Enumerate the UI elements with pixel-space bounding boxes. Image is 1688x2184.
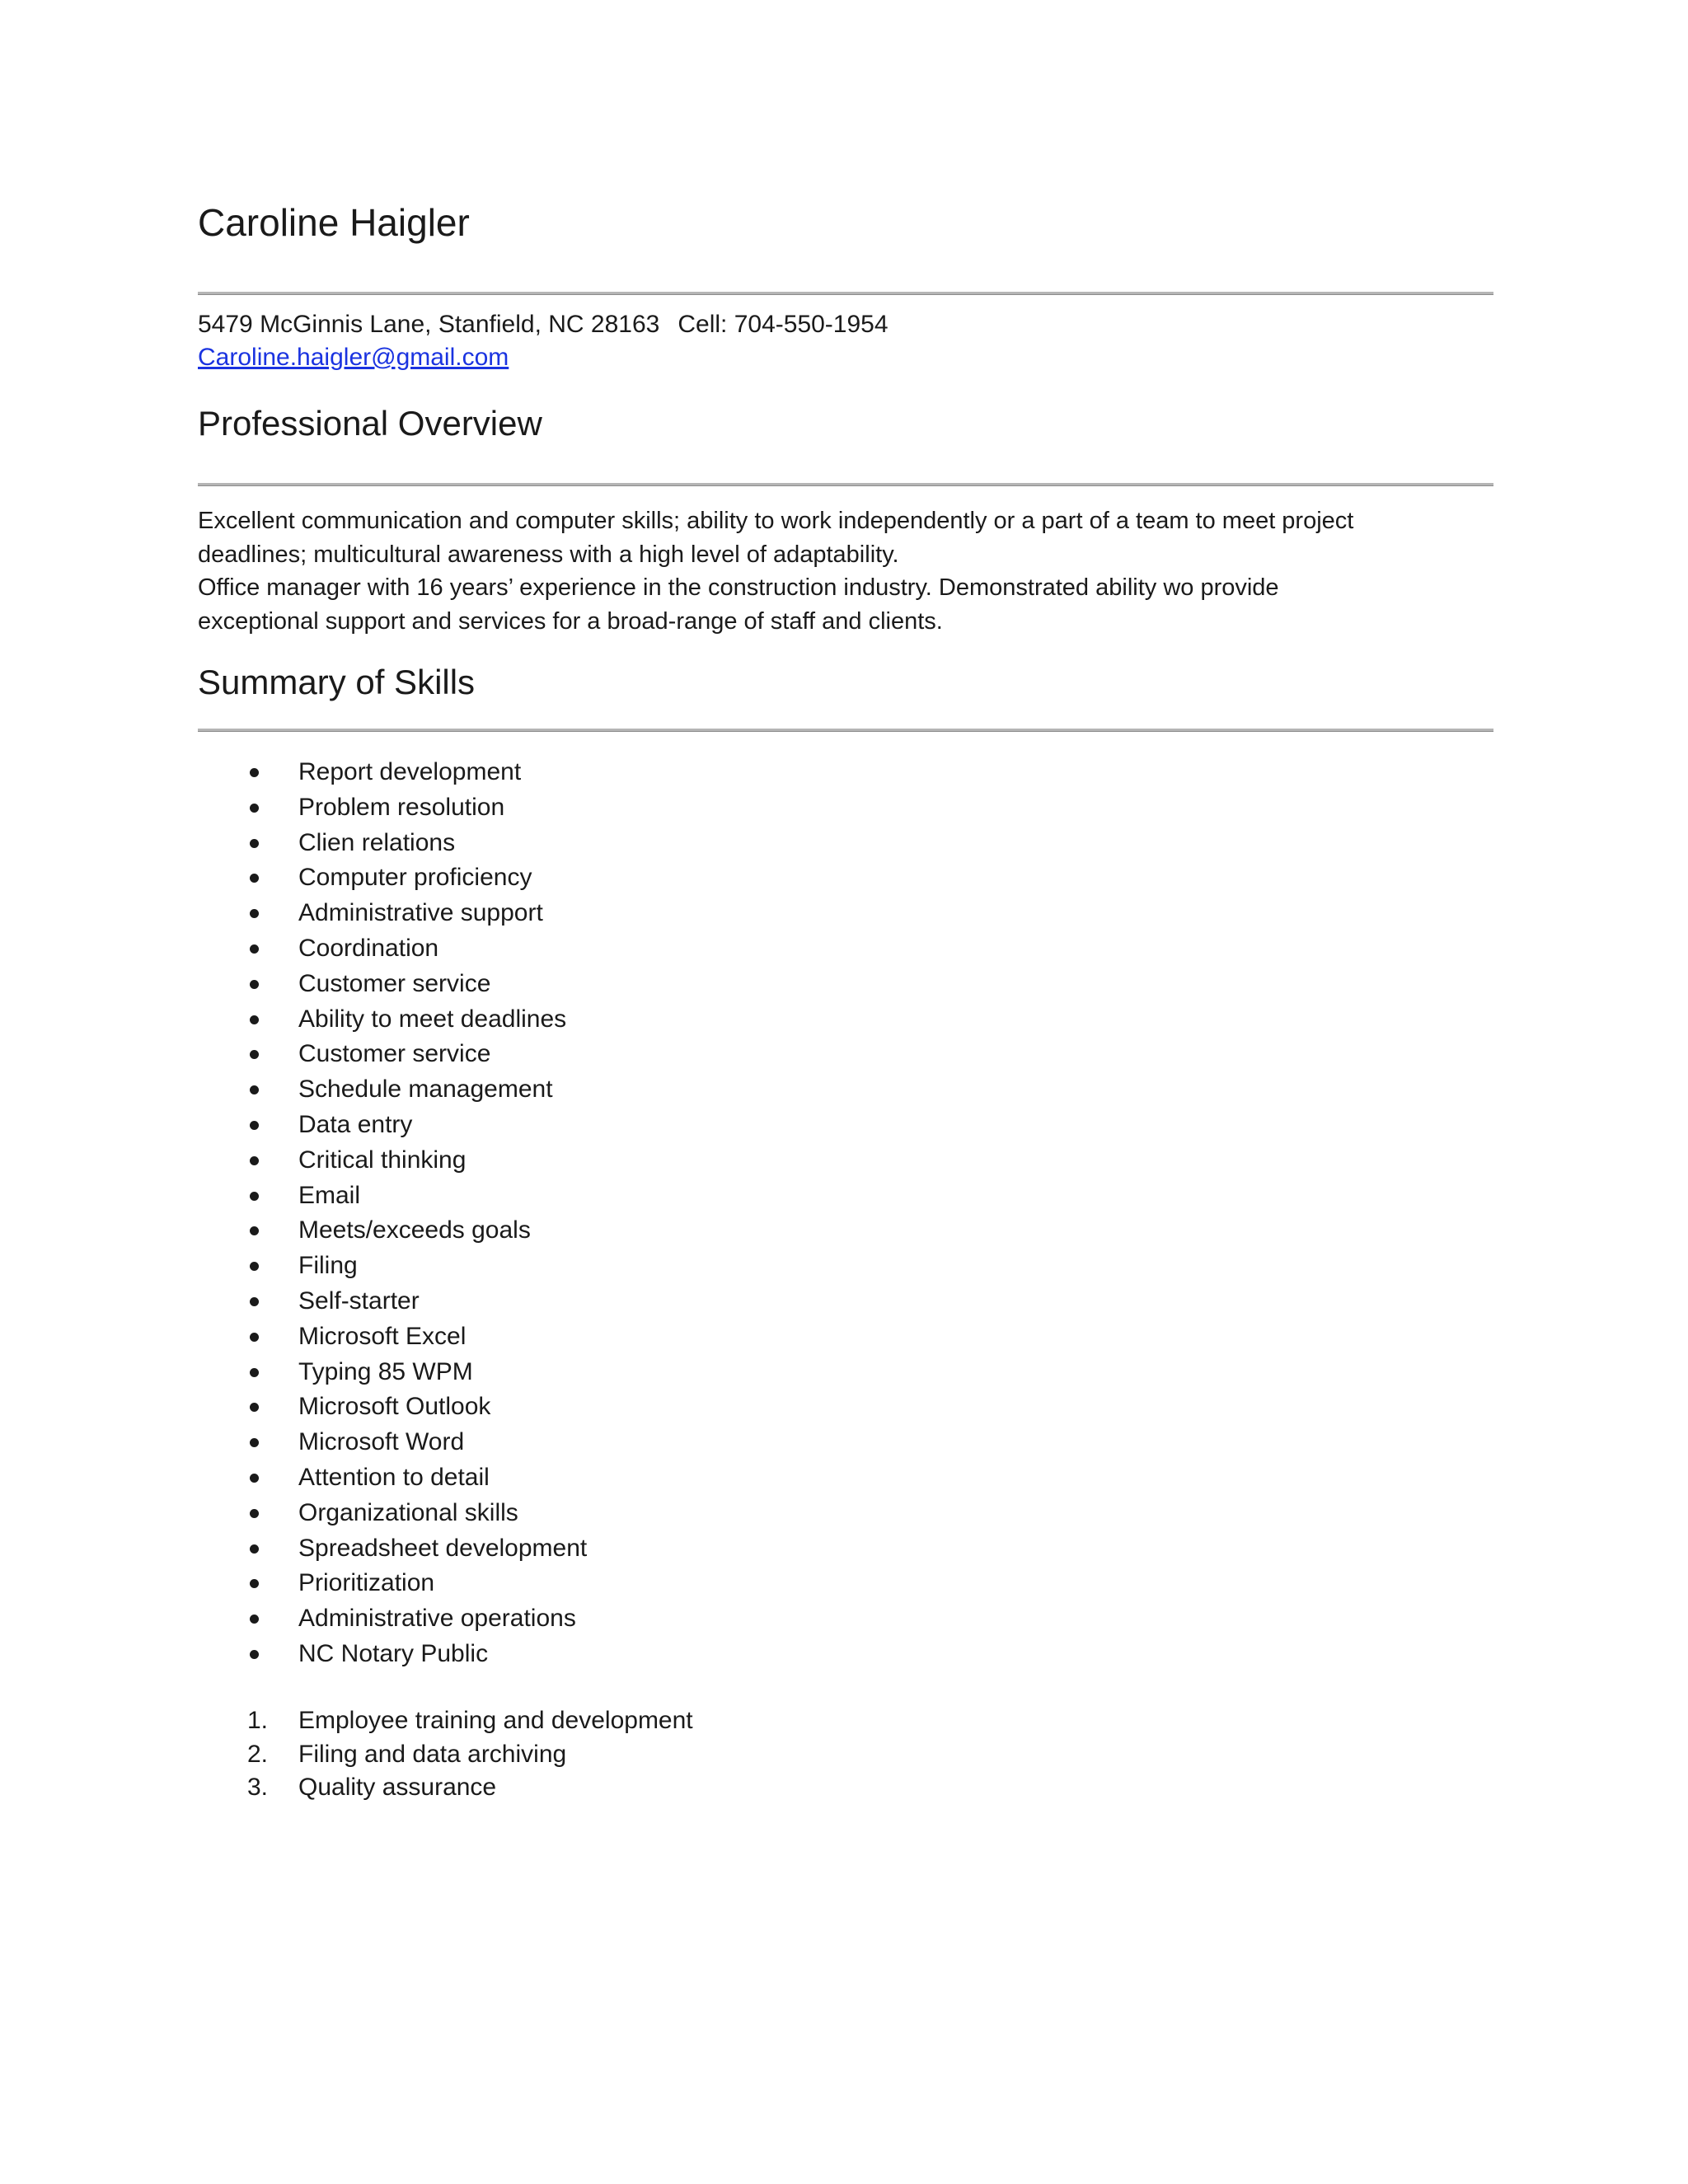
skill-item — [198, 1284, 587, 1319]
numbered-skill-item — [198, 1771, 693, 1805]
skill-item — [198, 1637, 587, 1672]
bullet-icon — [250, 1333, 259, 1342]
overview-line: exceptional support and services for a broad-range of staff and clients. — [198, 607, 943, 635]
numbered-skill-item — [198, 1704, 693, 1738]
email-link[interactable]: Caroline.haigler@gmail.com — [198, 344, 509, 371]
bullet-icon — [250, 909, 259, 918]
bullet-icon — [250, 1650, 259, 1659]
bullet-icon — [250, 1226, 259, 1235]
skill-item — [198, 1425, 587, 1460]
skill-item — [198, 1390, 587, 1425]
skill-item — [198, 967, 587, 1002]
skill-label: Customer service — [298, 969, 491, 997]
bullet-icon — [250, 839, 259, 848]
bullet-icon — [250, 1262, 259, 1271]
bullet-icon — [250, 1579, 259, 1588]
bullet-icon — [250, 874, 259, 883]
numbered-skill-item — [198, 1738, 693, 1772]
skill-label: Critical thinking — [298, 1146, 467, 1174]
overview-line: Office manager with 16 years’ experience in the construction industry. Demonstrated ability wo provide — [198, 574, 1279, 601]
skill-label: Spreadsheet development — [298, 1534, 588, 1562]
bullet-icon — [250, 1615, 259, 1624]
skill-item — [198, 1496, 587, 1531]
overview-divider — [198, 483, 1493, 486]
bullet-icon — [250, 980, 259, 989]
bullet-icon — [250, 1156, 259, 1165]
skill-label: Typing 85 WPM — [298, 1357, 473, 1385]
skill-label: Schedule management — [298, 1076, 553, 1104]
bullet-icon — [250, 1297, 259, 1306]
skill-item — [198, 1319, 587, 1355]
bullet-icon — [250, 944, 259, 954]
overview-text — [198, 504, 1493, 638]
skill-item — [198, 931, 587, 967]
skill-item — [198, 1213, 587, 1249]
bullet-icon — [250, 1015, 259, 1024]
bullet-icon — [250, 1192, 259, 1201]
skill-label: Microsoft Word — [298, 1428, 465, 1456]
skill-item — [198, 1037, 587, 1072]
skill-item — [198, 755, 587, 790]
skill-item — [198, 860, 587, 896]
name-divider — [198, 292, 1493, 295]
skill-item — [198, 1179, 587, 1214]
skill-label: Computer proficiency — [298, 864, 532, 892]
skill-label: Self-starter — [298, 1286, 420, 1315]
skill-label: Customer service — [298, 1040, 491, 1068]
skill-item — [198, 1460, 587, 1496]
overview-line: deadlines; multicultural awareness with a high level of adaptability. — [198, 541, 899, 568]
skills-heading: Summary of Skills — [198, 663, 476, 701]
skill-label: Ability to meet deadlines — [298, 1005, 567, 1033]
overview-heading: Professional Overview — [198, 404, 542, 443]
skill-label: Coordination — [298, 934, 439, 962]
bullet-icon — [250, 1474, 259, 1483]
skill-label: Quality assurance — [298, 1774, 497, 1801]
bullet-icon — [250, 768, 259, 777]
contact-line — [198, 308, 889, 341]
skill-label: NC Notary Public — [298, 1639, 489, 1667]
skills-divider — [198, 729, 1493, 732]
skill-label: Report development — [298, 758, 522, 785]
numbered-skills-list — [198, 1704, 693, 1805]
bullet-icon — [250, 1403, 259, 1412]
skill-item — [198, 1249, 587, 1284]
skill-label: Microsoft Outlook — [298, 1393, 491, 1421]
skill-item — [198, 826, 587, 861]
skill-item — [198, 1355, 587, 1390]
skill-label: Administrative operations — [298, 1605, 576, 1633]
skill-label: Prioritization — [298, 1569, 435, 1597]
item-number: 2. — [247, 1740, 269, 1768]
skill-label: Email — [298, 1181, 361, 1209]
skill-label: Meets/exceeds goals — [298, 1216, 531, 1244]
skill-label: Organizational skills — [298, 1498, 518, 1526]
bullet-icon — [250, 1544, 259, 1554]
skill-item — [198, 1566, 587, 1601]
item-number: 3. — [247, 1774, 269, 1801]
skill-item — [198, 1108, 587, 1143]
address: 5479 McGinnis Lane, Stanfield, NC 28163 — [198, 311, 660, 338]
skill-item — [198, 790, 587, 826]
bullet-icon — [250, 804, 259, 813]
skill-label: Attention to detail — [298, 1463, 490, 1491]
bullet-icon — [250, 1121, 259, 1130]
bullet-icon — [250, 1438, 259, 1447]
skill-item — [198, 1002, 587, 1038]
skills-list — [198, 755, 587, 1672]
skill-item — [198, 1072, 587, 1108]
overview-line: Excellent communication and computer skills; ability to work independently or a part of a team to meet project — [198, 508, 1354, 534]
bullet-icon — [250, 1085, 259, 1094]
skill-label: Clien relations — [298, 828, 456, 856]
skill-label: Data entry — [298, 1110, 413, 1138]
skill-item — [198, 1601, 587, 1637]
skill-label: Filing and data archiving — [298, 1740, 567, 1768]
skill-label: Microsoft Excel — [298, 1322, 467, 1350]
bullet-icon — [250, 1509, 259, 1518]
bullet-icon — [250, 1368, 259, 1377]
skill-item — [198, 1143, 587, 1179]
item-number: 1. — [247, 1707, 269, 1734]
skill-label: Administrative support — [298, 899, 543, 927]
candidate-name: Caroline Haigler — [198, 201, 470, 244]
skill-label: Employee training and development — [298, 1707, 693, 1734]
skill-label: Problem resolution — [298, 793, 505, 821]
skill-item — [198, 896, 587, 931]
cell-phone: Cell: 704-550-1954 — [678, 311, 889, 338]
skill-item — [198, 1531, 587, 1567]
skill-label: Filing — [298, 1252, 358, 1280]
bullet-icon — [250, 1050, 259, 1059]
